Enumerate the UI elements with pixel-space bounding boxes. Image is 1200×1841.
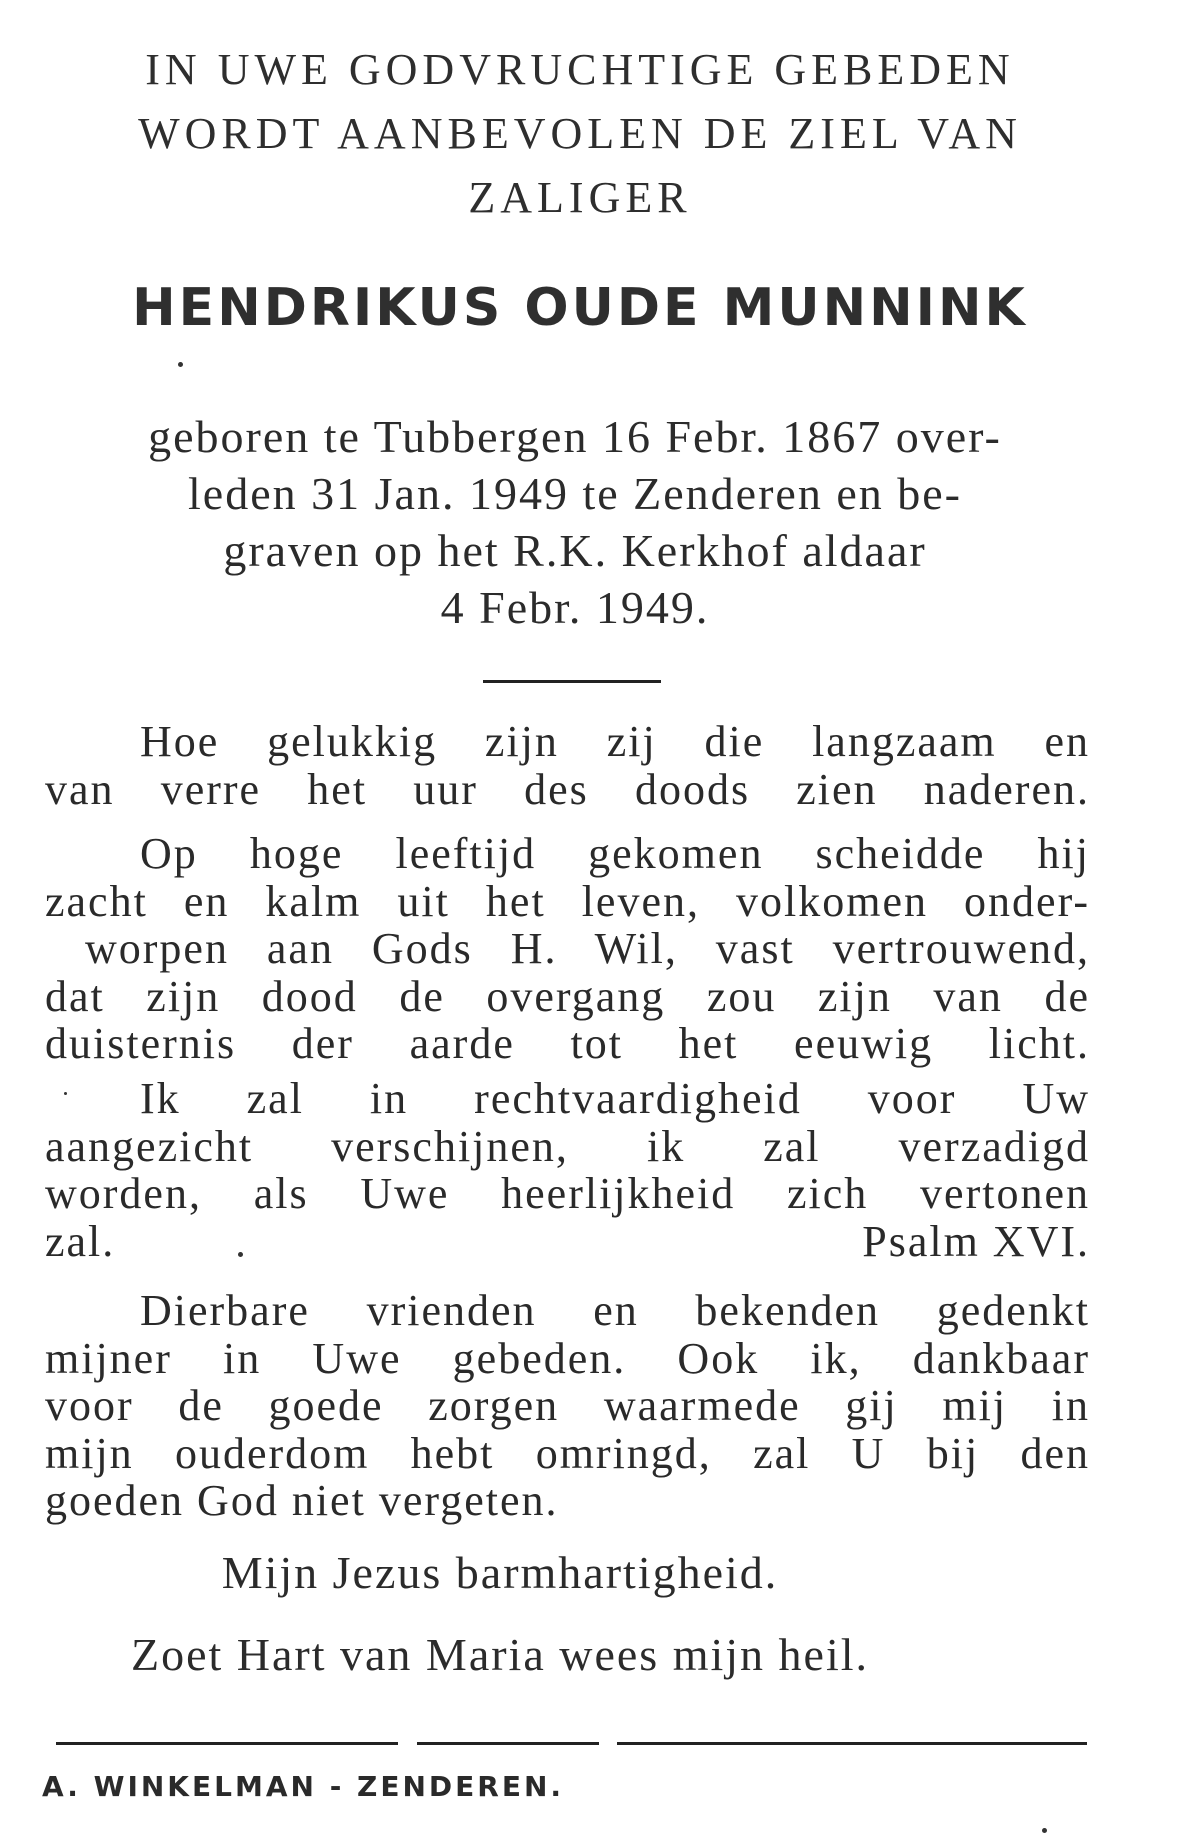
ink-speck bbox=[1042, 1828, 1047, 1833]
prayer-line-1: Mijn Jezus barmhartigheid. bbox=[221, 1547, 779, 1598]
dates-line: graven op het R.K. Kerkhof aldaar bbox=[223, 525, 927, 576]
text-line: van verre het uur des doods zien naderen. bbox=[45, 764, 1090, 814]
paragraph-3 bbox=[45, 1075, 1090, 1265]
paragraph-4 bbox=[45, 1287, 1090, 1525]
text-line: goeden God niet vergeten. bbox=[45, 1476, 559, 1525]
text-line: voor de goede zorgen waarmede gij mij in bbox=[45, 1381, 1090, 1430]
ink-speck bbox=[64, 1092, 67, 1095]
header-line: ZALIGER bbox=[468, 173, 692, 222]
text-line: dat zijn dood de overgang zou zijn van de bbox=[45, 971, 1090, 1021]
text-line: Dierbare vrienden en bekenden gedenkt bbox=[140, 1286, 1090, 1335]
header-invocation bbox=[55, 38, 1105, 230]
text-line: worden, als Uwe heerlijkheid zich vertonen bbox=[45, 1169, 1090, 1218]
life-dates bbox=[45, 408, 1105, 636]
prayer-line-2: Zoet Hart van Maria wees mijn heil. bbox=[130, 1629, 870, 1680]
text-line: Hoe gelukkig zijn zij die langzaam en bbox=[140, 717, 1090, 766]
footer-rule bbox=[417, 1742, 599, 1745]
text-line: Ik zal in rechtvaardigheid voor Uw bbox=[140, 1074, 1090, 1123]
ink-speck bbox=[238, 1252, 243, 1257]
header-line: WORDT AANBEVOLEN DE ZIEL VAN bbox=[138, 109, 1022, 158]
divider bbox=[483, 680, 661, 683]
text-line: zal. bbox=[45, 1216, 116, 1266]
text-line: duisternis der aarde tot het eeuwig licht. bbox=[45, 1019, 1090, 1068]
ink-speck bbox=[178, 362, 183, 367]
text-line: zacht en kalm uit het leven, volkomen onder- bbox=[45, 876, 1090, 926]
text-line: mijner in Uwe gebeden. Ook ik, dankbaar bbox=[45, 1333, 1090, 1383]
psalm-reference: Psalm XVI. bbox=[862, 1216, 1090, 1266]
dates-line: leden 31 Jan. 1949 te Zenderen en be- bbox=[188, 468, 962, 519]
text-line: Op hoge leeftijd gekomen scheidde hij bbox=[140, 829, 1090, 878]
text-line: mijn ouderdom hebt omringd, zal U bij den bbox=[45, 1428, 1090, 1478]
deceased-name: HENDRIKUS OUDE MUNNINK bbox=[132, 278, 1028, 338]
header-line: IN UWE GODVRUCHTIGE GEBEDEN bbox=[145, 45, 1015, 94]
dates-line: 4 Febr. 1949. bbox=[440, 582, 710, 633]
psalm-row bbox=[45, 1218, 1090, 1266]
footer-rule bbox=[56, 1742, 398, 1745]
text-line: worpen aan Gods H. Wil, vast vertrouwend, bbox=[85, 924, 1090, 973]
printer-imprint: A. WINKELMAN - ZENDEREN. bbox=[42, 1770, 565, 1803]
dates-line: geboren te Tubbergen 16 Febr. 1867 over- bbox=[148, 411, 1002, 462]
paragraph-1 bbox=[45, 718, 1090, 813]
footer-rule bbox=[617, 1742, 1087, 1745]
paragraph-2 bbox=[45, 830, 1090, 1068]
text-line: aangezicht verschijnen, ik zal verzadigd bbox=[45, 1121, 1090, 1171]
